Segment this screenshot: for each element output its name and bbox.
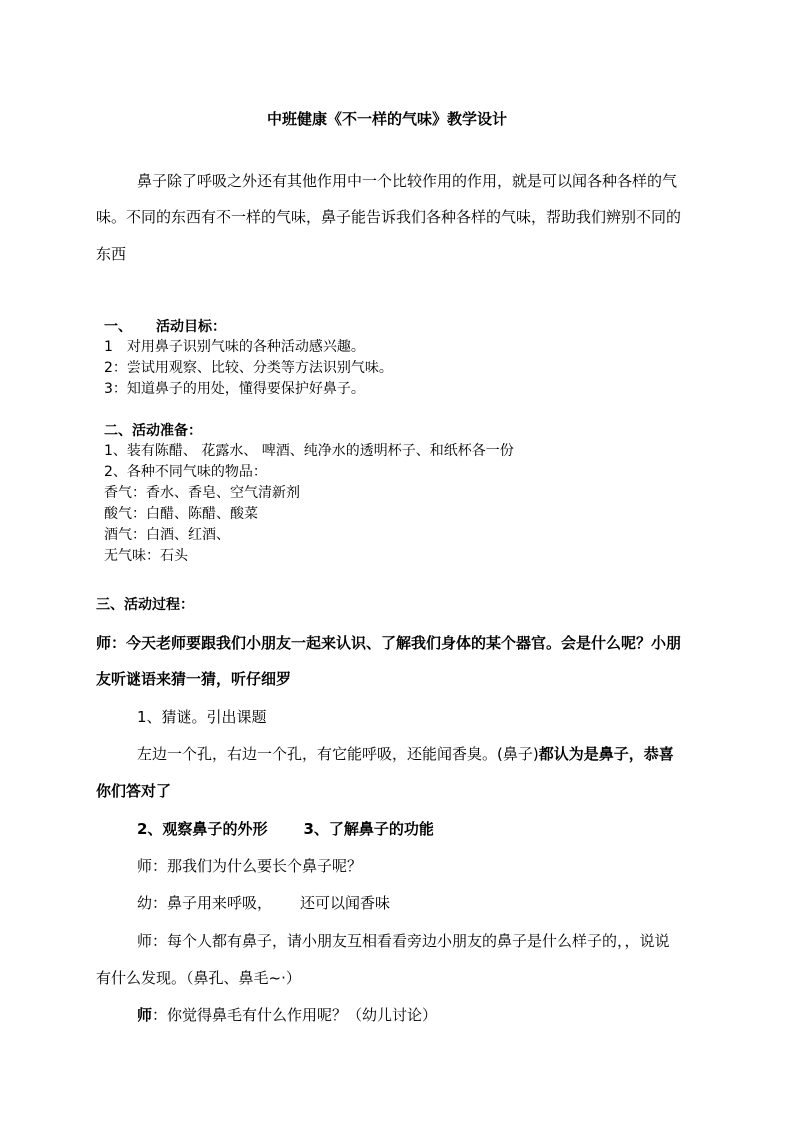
riddle-answer-praise: 都认为是鼻子，恭喜 — [538, 745, 674, 763]
dialog-child-1-part-b: 还可以闻香味 — [300, 894, 391, 912]
section1-heading — [104, 316, 226, 336]
dialog-teacher-3-text: ：你觉得鼻毛有什么作用呢？（幼儿讨论） — [152, 1006, 438, 1024]
dialog-teacher-2-line-1: 师：每个人都有鼻子，请小朋友互相看看旁边小朋友的鼻子是什么样子的，，说说 — [137, 932, 670, 950]
section2-heading: 二、活动准备： — [104, 423, 202, 439]
dialog-teacher-3-speaker: 师 — [137, 1006, 153, 1024]
prep-item-6: 无气味：石头 — [104, 548, 188, 564]
section3-heading: 三、活动过程： — [96, 597, 194, 613]
step-3: 3、了解鼻子的功能 — [303, 820, 434, 838]
prep-item-4: 酸气：白醋、陈醋、酸菜 — [104, 506, 258, 522]
intro-line-3: 东西 — [96, 245, 127, 263]
riddle-line-1 — [137, 743, 674, 764]
goal-item-2: 2：尝试用观察、比较、分类等方法识别气味。 — [104, 360, 393, 376]
process-intro-line-2: 友听谜语来猜一猜，听仔细罗 — [96, 670, 292, 688]
section1-number: 一、 — [104, 319, 132, 335]
intro-line-2: 味。不同的东西有不一样的气味，鼻子能告诉我们各种各样的气味，帮助我们辨别不同的 — [96, 208, 682, 226]
dialog-teacher-3 — [137, 1004, 437, 1025]
riddle-line-2: 你们答对了 — [96, 782, 172, 800]
dialog-child-1-part-a: 幼：鼻子用来呼吸， — [137, 894, 273, 912]
step-2: 2、观察鼻子的外形 — [137, 820, 268, 838]
dialog-teacher-1: 师：那我们为什么要长个鼻子呢？ — [137, 857, 363, 875]
steps-2-3 — [137, 818, 434, 839]
prep-item-3: 香气：香水、香皂、空气清新剂 — [104, 485, 300, 501]
step-1: 1、猜谜。引出课题 — [137, 708, 267, 726]
goal-item-1: 1 对用鼻子识别气味的各种活动感兴趣。 — [104, 339, 365, 355]
riddle-text: 左边一个孔，右边一个孔，有它能呼吸，还能闻香臭。(鼻子) — [137, 745, 539, 763]
dialog-child-1 — [137, 892, 390, 913]
prep-item-5: 酒气：白酒、红酒、 — [104, 527, 230, 543]
goal-item-3: 3：知道鼻子的用处，懂得要保护好鼻子。 — [104, 381, 365, 397]
intro-line-1: 鼻子除了呼吸之外还有其他作用中一个比较作用的作用，就是可以闻各种各样的气 — [137, 172, 678, 190]
process-intro-line-1: 师：今天老师要跟我们小朋友一起来认识、了解我们身体的某个器官。会是什么呢？小朋 — [96, 634, 682, 652]
prep-item-2: 2、各种不同气味的物品： — [104, 464, 267, 480]
prep-item-1: 1、装有陈醋、 花露水、 啤酒、纯净水的透明杯子、和纸杯各一份 — [104, 443, 514, 459]
dialog-teacher-2-line-2: 有什么发现。（鼻孔、鼻毛~·） — [96, 969, 301, 987]
section1-title: 活动目标： — [156, 319, 226, 335]
page-title: 中班健康《不一样的气味》教学设计 — [267, 110, 508, 128]
